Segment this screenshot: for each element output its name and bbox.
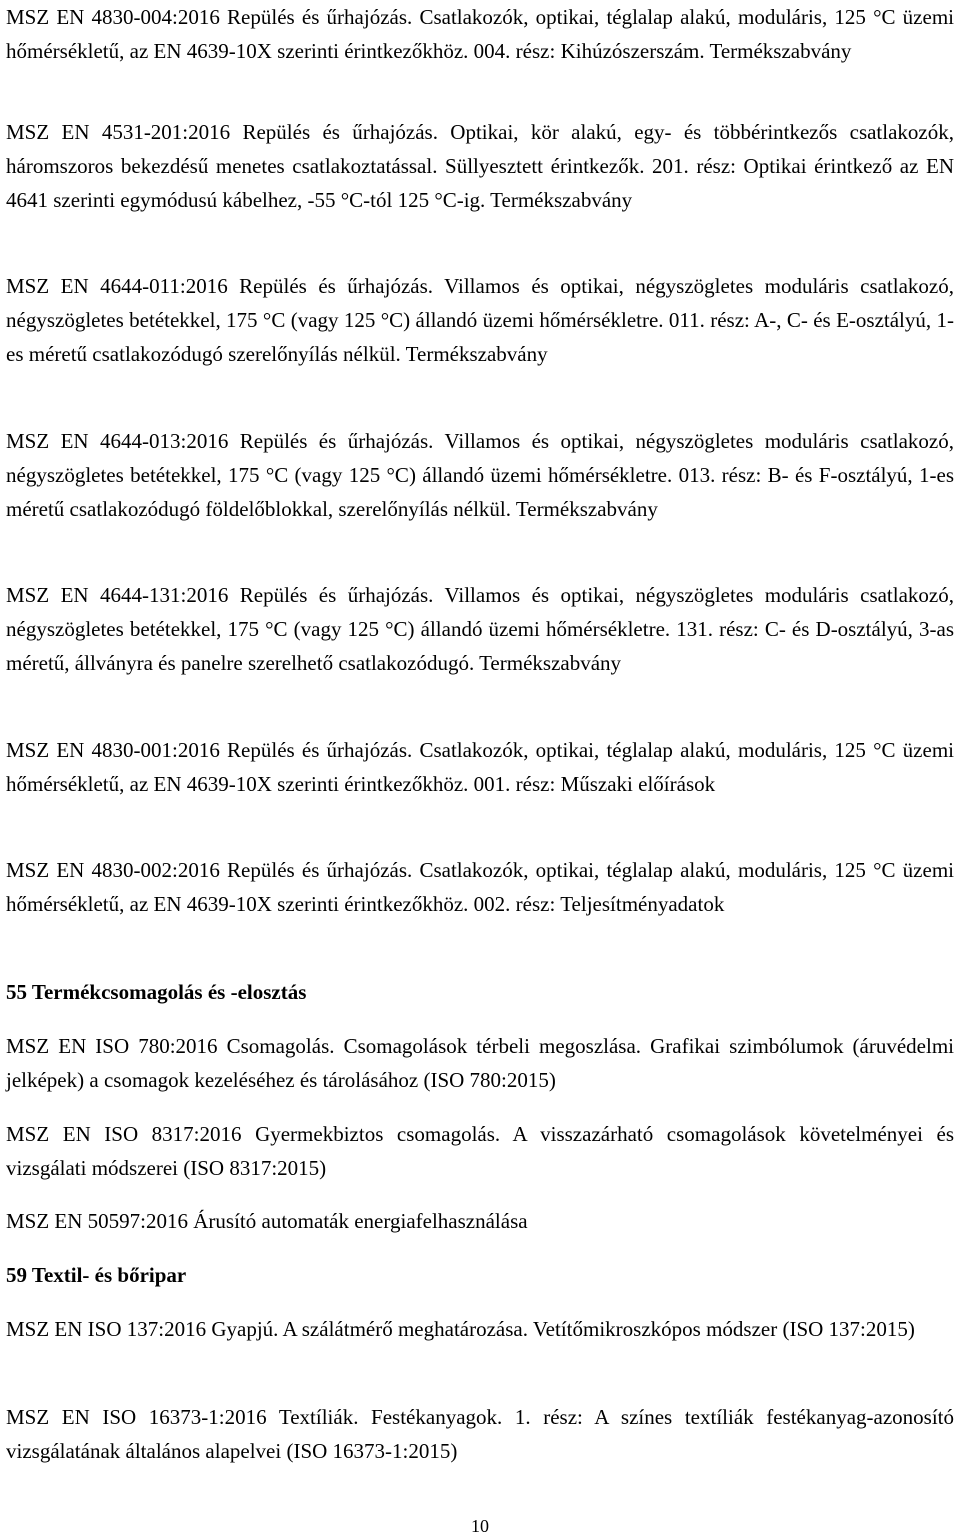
standard-entry-4531-201: MSZ EN 4531-201:2016 Repülés és űrhajózás. Optikai, kör alakú, egy- és többérintkezős csatlakozók, háromszoros bekezdésű menetes csatlakoztatással. Süllyesztett érintkezők. 201. rész: Optikai érintkező az EN 4641 szerinti egymódusú kábelhez, -55 °C-tól 125 °C-ig. Termékszabvány xyxy=(6,120,954,212)
section-heading-55: 55 Termékcsomagolás és -elosztás xyxy=(6,980,307,1004)
standard-entry-50597: MSZ EN 50597:2016 Árusító automaták energiafelhasználása xyxy=(6,1209,528,1233)
standard-entry-4830-004: MSZ EN 4830-004:2016 Repülés és űrhajózás. Csatlakozók, optikai, téglalap alakú, moduláris, 125 °C üzemi hőmérsékletű, az EN 4639-10X szerinti érintkezőkhöz. 004. rész: Kihúzószerszám. Termékszabvány xyxy=(6,5,954,63)
section-heading-59: 59 Textil- és bőripar xyxy=(6,1263,187,1287)
standard-entry-iso-16373-1: MSZ EN ISO 16373-1:2016 Textíliák. Festékanyagok. 1. rész: A színes textíliák festékanyag-azonosító vizsgálatának általános alapelvei (ISO 16373-1:2015) xyxy=(6,1405,954,1463)
standard-entry-4830-001: MSZ EN 4830-001:2016 Repülés és űrhajózás. Csatlakozók, optikai, téglalap alakú, moduláris, 125 °C üzemi hőmérsékletű, az EN 4639-10X szerinti érintkezőkhöz. 001. rész: Műszaki előírások xyxy=(6,738,954,796)
standard-entry-4644-011: MSZ EN 4644-011:2016 Repülés és űrhajózás. Villamos és optikai, négyszögletes moduláris csatlakozó, négyszögletes betétekkel, 175 °C (vagy 125 °C) állandó üzemi hőmérsékletre. 011. rész: A-, C- és E-osztályú, 1-es méretű csatlakozódugó szerelőnyílás nélkül. Termékszabvány xyxy=(6,274,954,366)
standard-entry-4644-013: MSZ EN 4644-013:2016 Repülés és űrhajózás. Villamos és optikai, négyszögletes moduláris csatlakozó, négyszögletes betétekkel, 175 °C (vagy 125 °C) állandó üzemi hőmérsékletre. 013. rész: B- és F-osztályú, 1-es méretű csatlakozódugó földelőblokkal, szerelőnyílás nélkül. Termékszabvány xyxy=(6,429,954,521)
page-number: 10 xyxy=(471,1516,489,1536)
standard-entry-iso-137: MSZ EN ISO 137:2016 Gyapjú. A szálátmérő meghatározása. Vetítőmikroszkópos módszer (ISO 137:2015) xyxy=(6,1317,915,1341)
standard-entry-iso-780: MSZ EN ISO 780:2016 Csomagolás. Csomagolások térbeli megoszlása. Grafikai szimbólumok (áruvédelmi jelképek) a csomagok kezeléséhez és tárolásához (ISO 780:2015) xyxy=(6,1034,954,1092)
standard-entry-iso-8317: MSZ EN ISO 8317:2016 Gyermekbiztos csomagolás. A visszazárható csomagolások követelményei és vizsgálati módszerei (ISO 8317:2015) xyxy=(6,1122,954,1180)
standard-entry-4644-131: MSZ EN 4644-131:2016 Repülés és űrhajózás. Villamos és optikai, négyszögletes moduláris csatlakozó, négyszögletes betétekkel, 175 °C (vagy 125 °C) állandó üzemi hőmérsékletre. 131. rész: C- és D-osztályú, 3-as méretű, állványra és panelre szerelhető csatlakozódugó. Termékszabvány xyxy=(6,583,954,675)
standard-entry-4830-002: MSZ EN 4830-002:2016 Repülés és űrhajózás. Csatlakozók, optikai, téglalap alakú, moduláris, 125 °C üzemi hőmérsékletű, az EN 4639-10X szerinti érintkezőkhöz. 002. rész: Teljesítményadatok xyxy=(6,858,954,916)
